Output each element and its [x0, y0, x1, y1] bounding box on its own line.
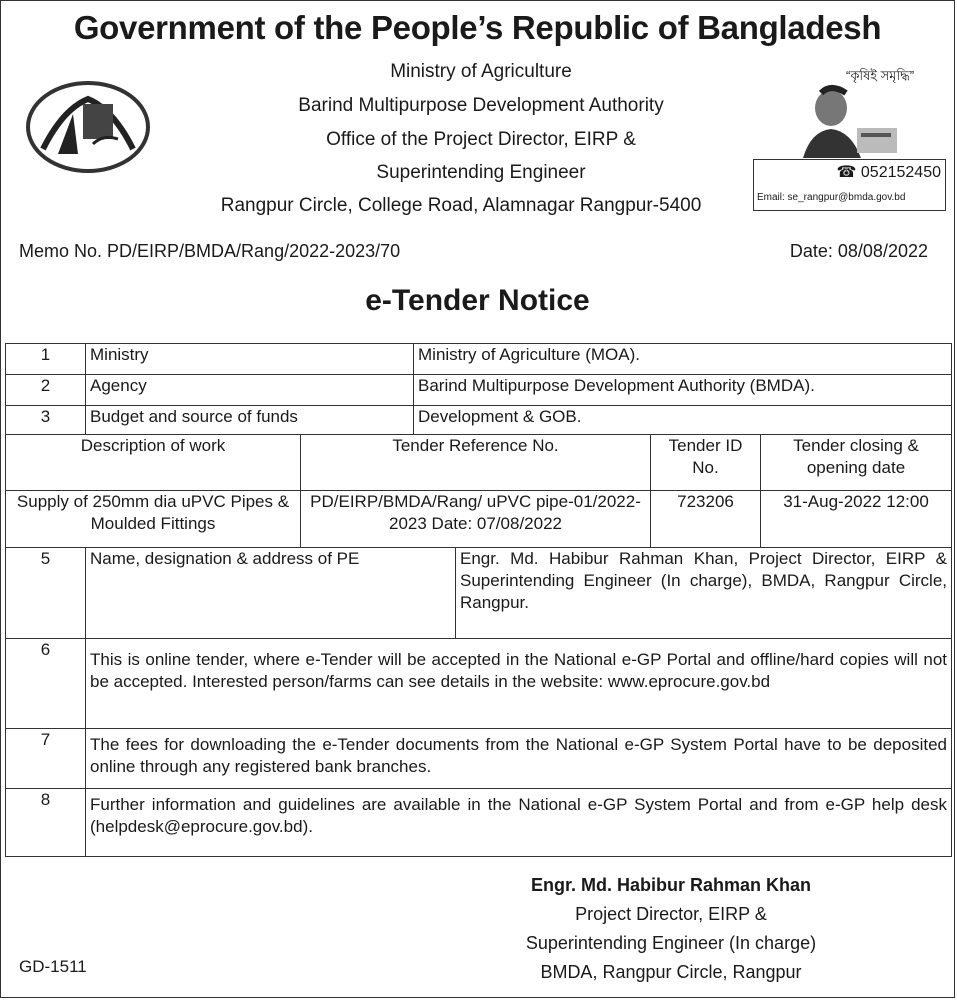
signatory-title-2: Superintending Engineer (In charge) [525, 933, 817, 953]
table-row [6, 344, 952, 375]
table-row [6, 729, 952, 789]
row-number: 8 [6, 789, 86, 857]
table-row [6, 548, 952, 639]
signatory-title-1: Project Director, EIRP & [575, 904, 767, 924]
contact-box [753, 159, 946, 211]
office-line-1: Office of the Project Director, EIRP & [326, 129, 636, 150]
tender-id: 723206 [651, 491, 761, 548]
table-row [6, 639, 952, 729]
row-number: 6 [6, 639, 86, 729]
row-text: This is online tender, where e-Tender will be accepted in the National e-GP Portal and offline/hard copies will not be accepted. Interested person/farms can see details in the website: www.eprocure.gov.bd [86, 639, 952, 729]
row-number: 2 [6, 375, 86, 406]
ministry-line: Ministry of Agriculture [390, 61, 572, 82]
row-label: Budget and source of funds [86, 406, 414, 435]
authority-line: Barind Multipurpose Development Authority [298, 95, 664, 116]
header-closing-date: Tender closing & opening date [761, 435, 952, 491]
info-table [5, 343, 952, 435]
header-description: Description of work [6, 435, 301, 491]
ad-code: GD-1511 [19, 957, 87, 976]
header-tender-id: Tender ID No. [651, 435, 761, 491]
row-label: Ministry [86, 344, 414, 375]
address-line: Rangpur Circle, College Road, Alamnagar Rangpur-5400 [220, 195, 702, 216]
row-value: Engr. Md. Habibur Rahman Khan, Project Director, EIRP & Superintending Engineer (In charge), BMDA, Rangpur Circle, Rangpur. [456, 548, 952, 639]
work-description: Supply of 250mm dia uPVC Pipes & Moulded Fittings [6, 491, 301, 548]
email-address: Email: se_rangpur@bmda.gov.bd [757, 192, 906, 203]
row-number: 7 [6, 729, 86, 789]
tender-data-row [6, 491, 952, 548]
row-text: Further information and guidelines are available in the National e-GP System Portal and from e-GP help desk (helpdesk@eprocure.gov.bd). [86, 789, 952, 857]
table-row [6, 406, 952, 435]
signatory-title-3: BMDA, Rangpur Circle, Rangpur [540, 962, 802, 982]
row-value: Development & GOB. [414, 406, 952, 435]
row-value: Barind Multipurpose Development Authority (BMDA). [414, 375, 952, 406]
row-label: Agency [86, 375, 414, 406]
tender-table [5, 434, 952, 548]
memo-date: Date: 08/08/2022 [789, 241, 928, 261]
bmda-logo [23, 79, 153, 174]
memo-number: Memo No. PD/EIRP/BMDA/Rang/2022-2023/70 [19, 241, 401, 261]
notice-title: e-Tender Notice [365, 284, 590, 317]
phone-number: ☎ 052152450 [836, 164, 941, 181]
slogan: “কৃষিই সমৃদ্ধি” [846, 68, 915, 83]
portrait-image [791, 83, 901, 158]
row-number: 1 [6, 344, 86, 375]
table-row [6, 789, 952, 857]
row-value: Ministry of Agriculture (MOA). [414, 344, 952, 375]
row-number: 3 [6, 406, 86, 435]
office-line-2: Superintending Engineer [376, 162, 586, 183]
row-label: Name, designation & address of PE [86, 548, 456, 639]
row-number: 5 [6, 548, 86, 639]
header-reference: Tender Reference No. [301, 435, 651, 491]
government-title: Government of the People’s Republic of Bangladesh [73, 9, 882, 46]
row-text: The fees for downloading the e-Tender documents from the National e-GP System Portal have to be deposited online through any registered bank branches. [86, 729, 952, 789]
signatory-name: Engr. Md. Habibur Rahman Khan [530, 875, 812, 895]
closing-date: 31-Aug-2022 12:00 [761, 491, 952, 548]
tender-header-row [6, 435, 952, 491]
tender-reference: PD/EIRP/BMDA/Rang/ uPVC pipe-01/2022-2023 Date: 07/08/2022 [301, 491, 651, 548]
table-row [6, 375, 952, 406]
pe-table [5, 547, 952, 639]
details-table [5, 638, 952, 857]
